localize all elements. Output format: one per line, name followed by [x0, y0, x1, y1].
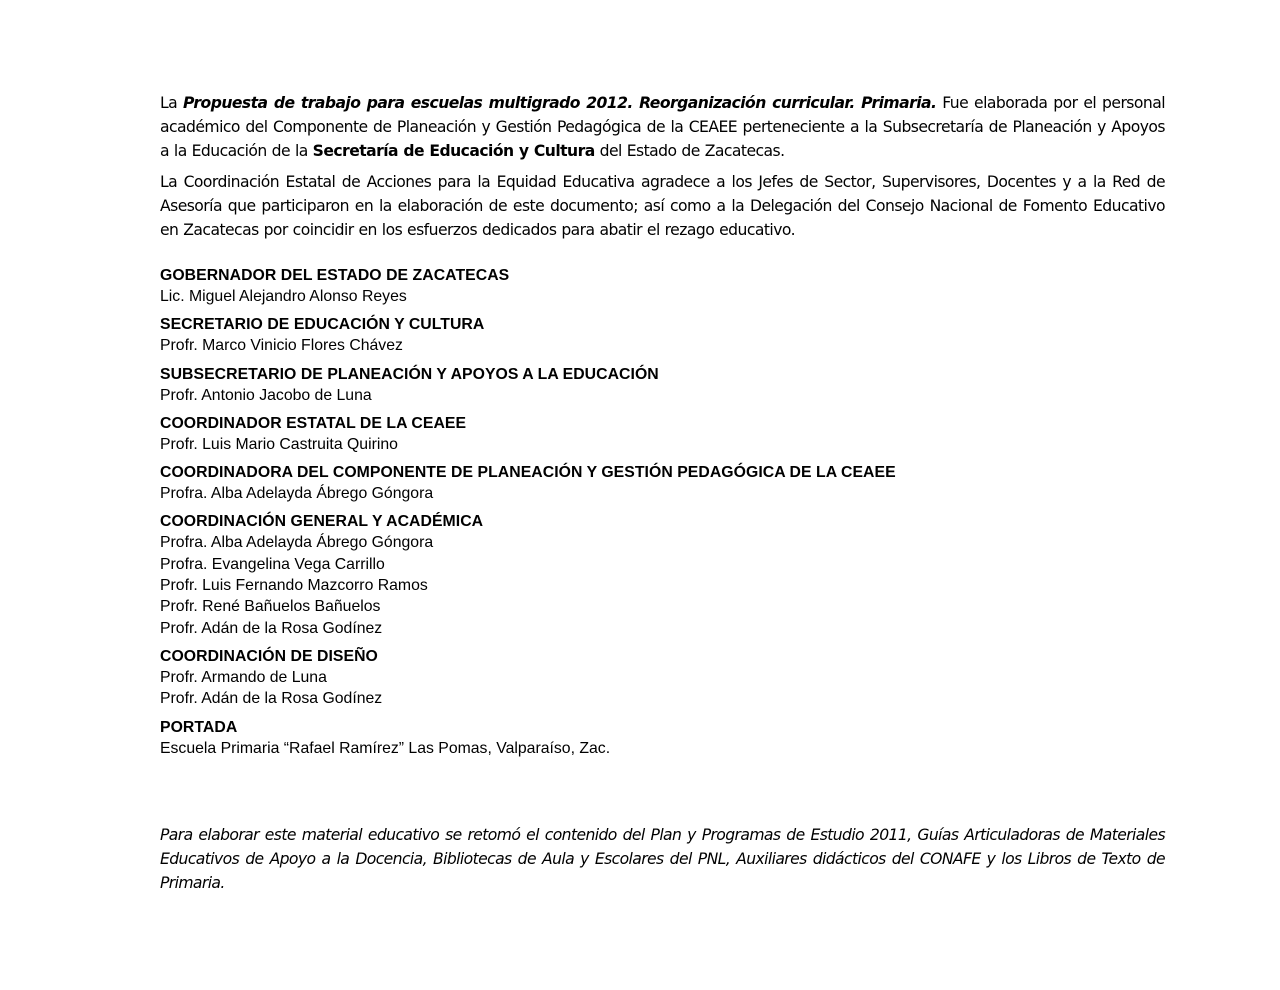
credit-group-coordinador-estatal	[160, 413, 1165, 455]
credit-name: Profr. Adán de la Rosa Godínez	[160, 690, 383, 708]
credit-name: Profr. Antonio Jacobo de Luna	[160, 386, 372, 404]
credit-name: Profra. Alba Adelayda Ábrego Góngora	[160, 485, 434, 503]
credit-title: SUBSECRETARIO DE PLANEACIÓN Y APOYOS A LA EDUCACIÓN	[160, 365, 659, 383]
credit-name: Profr. Luis Fernando Mazcorro Ramos	[160, 577, 428, 595]
credit-title: GOBERNADOR DEL ESTADO DE ZACATECAS	[160, 267, 510, 284]
document-title: Propuesta de trabajo para escuelas multigrado 2012. Reorganización curricular. Primaria.	[183, 94, 937, 112]
credit-title: PORTADA	[160, 718, 238, 736]
credit-group-subsecretario	[160, 364, 1165, 406]
credit-name: Profr. Adán de la Rosa Godínez	[160, 619, 383, 637]
credit-name: Escuela Primaria “Rafael Ramírez” Las Pomas, Valparaíso, Zac.	[160, 739, 611, 757]
credit-group-secretario	[160, 314, 1165, 356]
credit-name: Lic. Miguel Alejandro Alonso Reyes	[160, 288, 407, 305]
secretaria-name: Secretaría de Educación y Cultura	[312, 142, 595, 160]
credit-group-portada	[160, 717, 1165, 759]
intro-paragraph-2: La Coordinación Estatal de Acciones para la Equidad Educativa agradece a los Jefes de Sector, Supervisores, Docentes y a la Red de Asesoría que participaron en la elaboración de este documento; así como a la Delegación del Consejo Nacional de Fomento Educativo en Zacatecas por coincidir en los esfuerzos dedicados para abatir el rezago educativo.	[160, 173, 1165, 239]
intro-paragraph-1	[160, 91, 1165, 163]
credit-group-coordinadora-componente	[160, 462, 1165, 504]
credit-name: Profr. René Bañuelos Bañuelos	[160, 598, 381, 616]
credit-title: COORDINACIÓN GENERAL Y ACADÉMICA	[160, 513, 484, 531]
intro-p1-mid: Fue elaborada por el personal académico del Componente de Planeación y Gestión Pedagógica de la CEAEE perteneciente a la Subsecretaría de Planeación y Apoyos a la Educación de la	[160, 94, 1165, 160]
credits-list	[160, 265, 1165, 766]
credit-group-coordinacion-general	[160, 511, 1165, 638]
closing-paragraph: Para elaborar este material educativo se retomó el contenido del Plan y Programas de Estudio 2011, Guías Articuladoras de Materiales Educativos de Apoyo a la Docencia, Bibliotecas de Aula y Escolares del PNL, Auxiliares didácticos del CONAFE y los Libros de Texto de Primaria.	[160, 826, 1165, 892]
credit-name: Profr. Luis Mario Castruita Quirino	[160, 435, 398, 453]
intro-p1-post: del Estado de Zacatecas.	[594, 142, 785, 160]
credit-name: Profra. Alba Adelayda Ábrego Góngora	[160, 534, 434, 552]
intro-p1-pre: La	[160, 94, 184, 112]
credit-name: Profr. Armando de Luna	[160, 668, 327, 686]
credit-name: Profra. Evangelina Vega Carrillo	[160, 555, 385, 573]
credit-title: COORDINADOR ESTATAL DE LA CEAEE	[160, 414, 467, 432]
credit-group-gobernador	[160, 265, 1165, 307]
credit-title: SECRETARIO DE EDUCACIÓN Y CULTURA	[160, 316, 485, 334]
intro-section	[160, 91, 1165, 249]
credit-title: COORDINADORA DEL COMPONENTE DE PLANEACIÓN Y GESTIÓN PEDAGÓGICA DE LA CEAEE	[160, 464, 896, 482]
credit-group-diseno	[160, 646, 1165, 710]
credit-title: COORDINACIÓN DE DISEÑO	[160, 647, 378, 665]
credit-name: Profr. Marco Vinicio Flores Chávez	[160, 337, 403, 355]
document-page	[160, 0, 1165, 990]
